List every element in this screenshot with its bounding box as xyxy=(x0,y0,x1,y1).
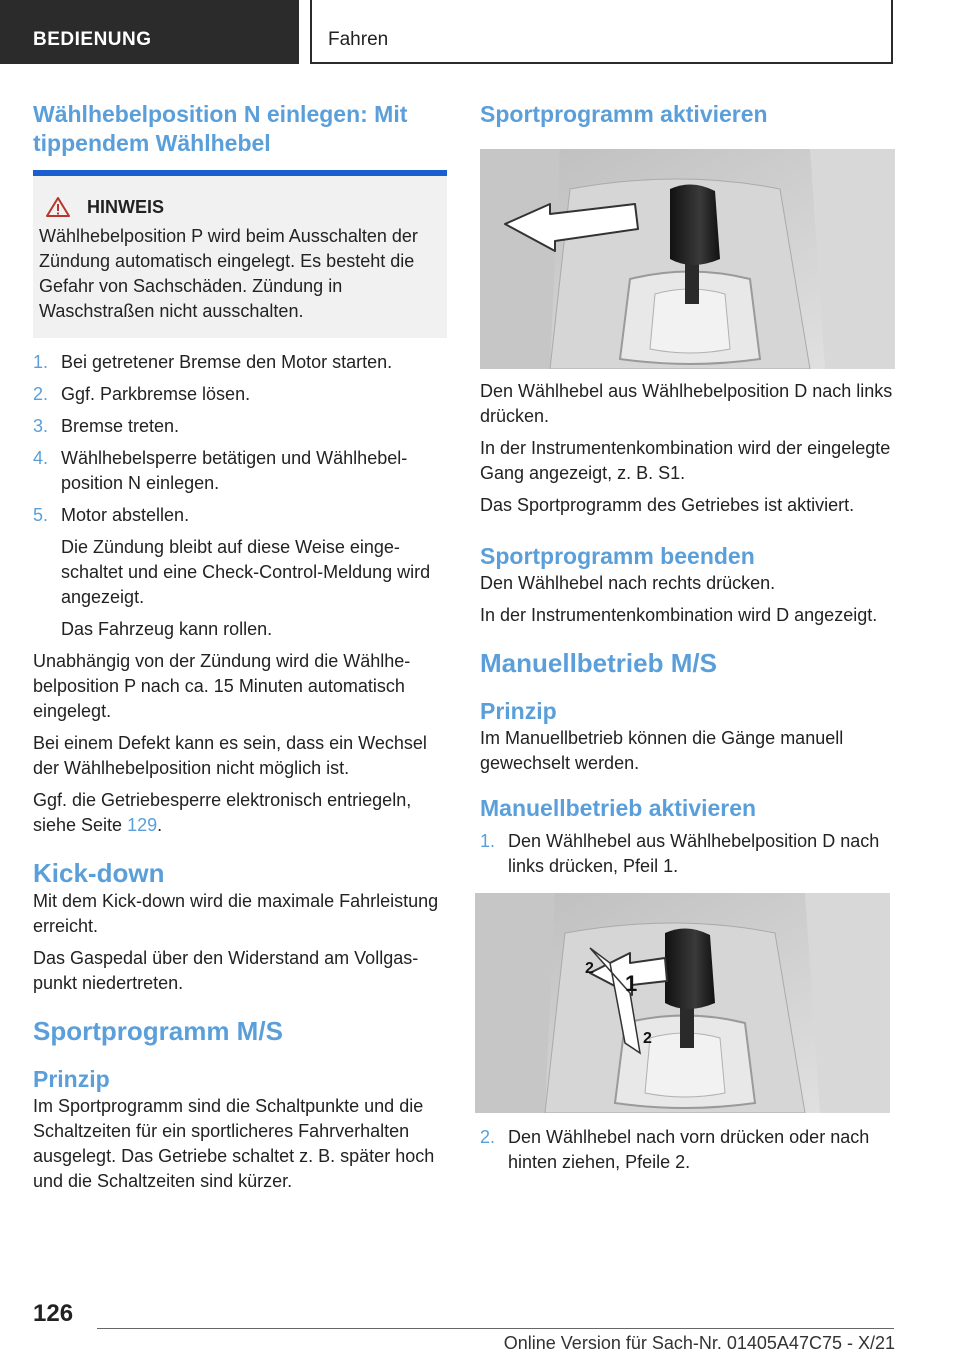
heading-sport-end: Sportprogramm beenden xyxy=(480,543,755,569)
heading-n-position: Wählhebelposition N einlegen: Mit tippendem Wählhebel xyxy=(33,101,408,156)
heading-prinzip: Prinzip xyxy=(33,1066,110,1092)
footer-divider xyxy=(97,1328,894,1329)
step-number: 1. xyxy=(480,831,496,851)
section-label: BEDIENUNG xyxy=(33,29,152,50)
list-item xyxy=(33,446,447,496)
step-text: Den Wählhebel nach vorn drücken oder nach hinten ziehen, Pfeile 2. xyxy=(508,1127,870,1172)
chapter-label: Fahren xyxy=(328,29,389,50)
step-number: 5. xyxy=(33,505,49,525)
footer-text: Online Version für Sach-Nr. 01405A47C75 - X/21 xyxy=(503,1333,895,1353)
warning-icon xyxy=(45,196,71,218)
heading-sportprogramm: Sportprogramm M/S xyxy=(33,1016,283,1046)
steps-list xyxy=(33,350,447,528)
paragraph: In der Instrumentenkombination wird der eingelegte Gang angezeigt, z. B. S1. xyxy=(480,438,891,483)
right-column xyxy=(480,100,895,1182)
page-header xyxy=(0,0,960,64)
step-number: 2. xyxy=(33,384,49,404)
paragraph: Mit dem Kick-down wird die maximale Fahrleistung erreicht. xyxy=(33,891,439,936)
arrow-label-1: 1 xyxy=(625,971,638,996)
manual-steps-list-2 xyxy=(480,1125,895,1175)
heading-kickdown: Kick-down xyxy=(33,858,165,888)
gear-lever-image-2 xyxy=(475,893,890,1113)
page-link-129[interactable]: 129 xyxy=(127,815,158,835)
notice-box xyxy=(33,170,447,338)
paragraph: Das Gaspedal über den Widerstand am Vollgaspunkt niedertreten. xyxy=(33,948,419,993)
step-number: 3. xyxy=(33,416,49,436)
page-number: 126 xyxy=(33,1300,74,1327)
paragraph: In der Instrumentenkombination wird D angezeigt. xyxy=(480,605,878,625)
step-text: Bei getretener Bremse den Motor starten. xyxy=(61,352,393,372)
step-text: Motor abstellen. xyxy=(61,505,190,525)
heading-manual-prinzip: Prinzip xyxy=(480,698,557,724)
paragraph: Das Sportprogramm des Getriebes ist aktiviert. xyxy=(480,495,855,515)
step-text: Wählhebelsperre betätigen und Wählhebelposition N einlegen. xyxy=(61,448,408,493)
step-text: Bremse treten. xyxy=(61,416,180,436)
arrow-label-2a: 2 xyxy=(585,960,594,977)
paragraph xyxy=(33,788,447,838)
section-tab xyxy=(0,0,299,64)
paragraph: Den Wählhebel aus Wählhebelposition D nach links drücken. xyxy=(480,381,893,426)
list-item xyxy=(480,829,895,879)
arrow-label-2b: 2 xyxy=(643,1030,652,1047)
step-number: 2. xyxy=(480,1127,496,1147)
paragraph: Den Wählhebel nach rechts drücken. xyxy=(480,573,776,593)
list-item xyxy=(33,382,447,407)
gear-lever-image-1 xyxy=(480,149,895,369)
heading-manual: Manuellbetrieb M/S xyxy=(480,648,717,678)
list-item xyxy=(33,414,447,439)
notice-header xyxy=(39,196,437,218)
paragraph: Im Manuellbetrieb können die Gänge manuell gewechselt werden. xyxy=(480,728,844,773)
notice-text: Wählhebelposition P wird beim Ausschalten der Zündung automatisch eingelegt. Es besteht die Gefahr von Sachschäden. Zündung in Waschstraßen nicht ausschalten. xyxy=(39,226,418,321)
heading-sport-activate: Sportprogramm aktivieren xyxy=(480,101,768,127)
paragraph: Bei einem Defekt kann es sein, dass ein Wechsel der Wählhebelposition nicht möglich ist. xyxy=(33,733,427,778)
step-number: 1. xyxy=(33,352,49,372)
manual-steps-list xyxy=(480,829,895,879)
list-item xyxy=(480,1125,895,1175)
notice-title: HINWEIS xyxy=(87,196,165,217)
paragraph: Unabhängig von der Zündung wird die Wählhebelposition P nach ca. 15 Minuten automatisch eingelegt. xyxy=(33,651,411,721)
paragraph: Im Sportprogramm sind die Schaltpunkte und die Schaltzeiten für ein sportlicheres Fahrverhalten ausgelegt. Das Getriebe schaltet z. B. später hoch und die Schaltzeiten sind kürzer. xyxy=(33,1096,435,1191)
step5-note-2: Das Fahrzeug kann rollen. xyxy=(61,619,273,639)
chapter-tab xyxy=(310,0,893,64)
paragraph-text: Ggf. die Getriebesperre elektronisch entriegeln, siehe Seite xyxy=(33,790,412,835)
paragraph-text: . xyxy=(157,815,163,835)
left-column xyxy=(33,100,447,1201)
step-text: Ggf. Parkbremse lösen. xyxy=(61,384,251,404)
step-text: Den Wählhebel aus Wählhebelposition D nach links drücken, Pfeil 1. xyxy=(508,831,880,876)
list-item xyxy=(33,350,447,375)
heading-manual-activate: Manuellbetrieb aktivieren xyxy=(480,795,757,821)
step5-note: Die Zündung bleibt auf diese Weise eingeschaltet und eine Check-Control-Meldung wird angezeigt. xyxy=(61,537,431,607)
list-item xyxy=(33,503,447,528)
step-number: 4. xyxy=(33,448,49,468)
